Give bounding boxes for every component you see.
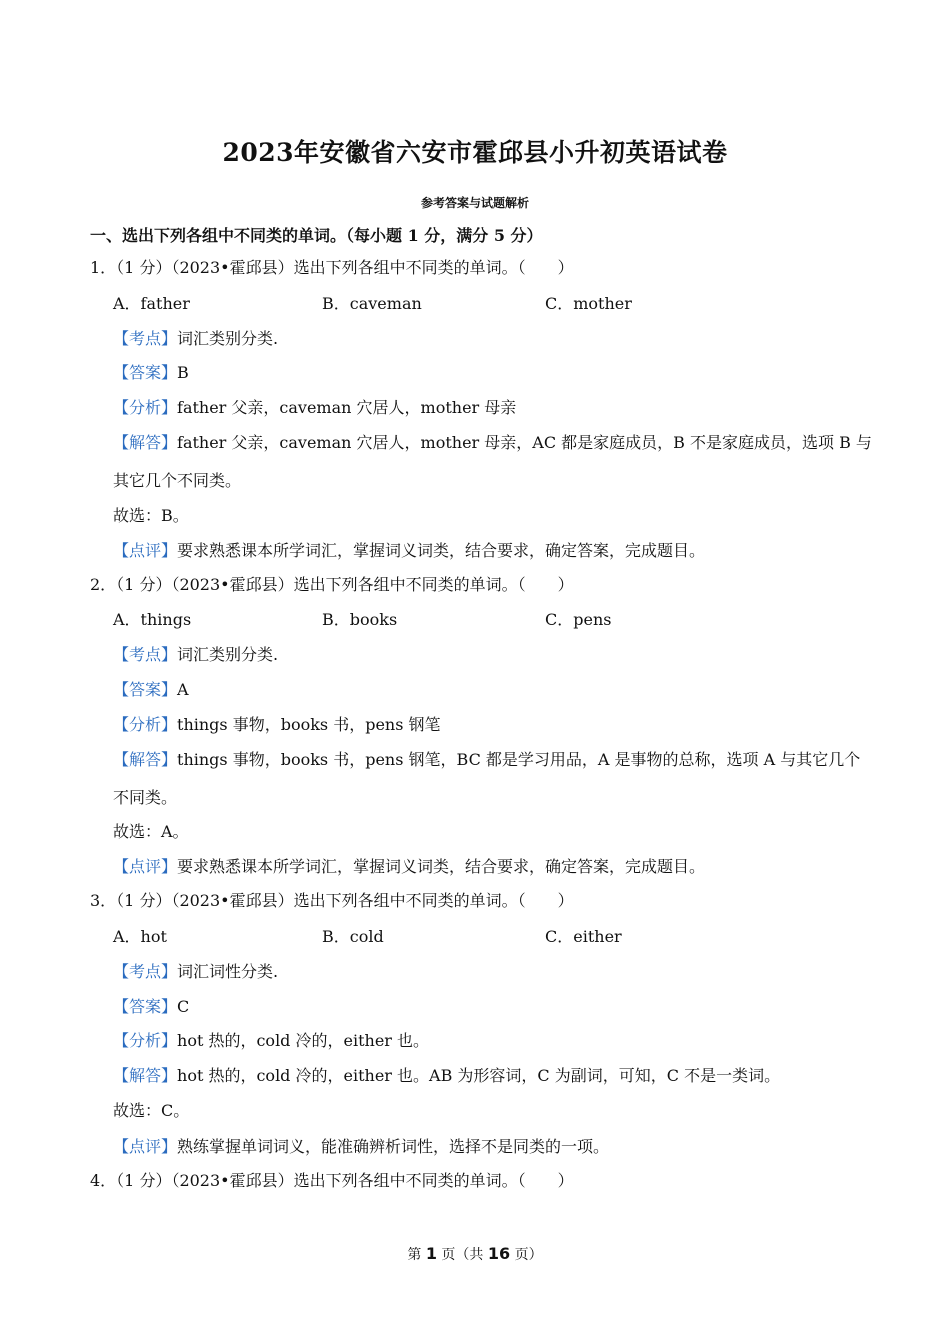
kaodian-label: 【考点】 (113, 329, 178, 348)
question-3-option-c: C．either (545, 927, 622, 946)
question-1-kaodian: 【考点】词汇类别分类. (113, 329, 279, 348)
solution-label: 【解答】 (113, 433, 178, 452)
analysis-label: 【分析】 (113, 398, 178, 417)
question-1-solution-cont: 其它几个不同类。 (113, 471, 242, 490)
question-3-option-a: A．hot (113, 927, 167, 946)
page-footer: 第 1 页（共 16 页） (407, 1244, 543, 1263)
question-2-choice: 故选：A。 (113, 822, 189, 841)
question-3-kaodian: 【考点】词汇词性分类. (113, 962, 279, 981)
answer-label: 【答案】 (113, 363, 178, 382)
page-title: 2023年安徽省六安市霍邱县小升初英语试卷 (222, 138, 728, 167)
question-3-analysis: 【分析】hot 热的，cold 冷的，either 也。 (113, 1031, 430, 1050)
question-1-comment: 【点评】要求熟悉课本所学词汇，掌握词义词类，结合要求，确定答案，完成题目。 (113, 541, 706, 560)
question-3-option-b: B．cold (322, 927, 384, 946)
question-1-option-c: C．mother (545, 294, 632, 313)
question-1-solution: 【解答】father 父亲，caveman 穴居人，mother 母亲，AC 都是家庭成员，B 不是家庭成员，选项 B 与 (113, 433, 872, 452)
answer-label: 【答案】 (113, 680, 178, 699)
section-heading: 一、选出下列各组中不同类的单词。（每小题 1 分，满分 5 分） (90, 226, 543, 245)
question-3-comment: 【点评】熟练掌握单词词义，能准确辨析词性，选择不是同类的一项。 (113, 1137, 610, 1156)
question-3-choice: 故选：C。 (113, 1101, 190, 1120)
question-1-option-b: B．caveman (322, 294, 422, 313)
page-number: 1 (425, 1244, 437, 1263)
question-2-option-a: A．things (113, 610, 192, 629)
question-2-analysis: 【分析】things 事物，books 书，pens 钢笔 (113, 715, 441, 734)
question-3-stem: 3．（1 分）（2023•霍邱县）选出下列各组中不同类的单词。（ ） (90, 891, 574, 910)
question-1-analysis: 【分析】father 父亲，caveman 穴居人，mother 母亲 (113, 398, 517, 417)
question-3-answer: 【答案】C (113, 997, 190, 1016)
question-2-stem: 2．（1 分）（2023•霍邱县）选出下列各组中不同类的单词。（ ） (90, 575, 574, 594)
question-1-choice: 故选：B。 (113, 506, 189, 525)
question-2-answer: 【答案】A (113, 680, 189, 699)
total-pages: 16 (487, 1244, 511, 1263)
question-4-stem: 4．（1 分）（2023•霍邱县）选出下列各组中不同类的单词。（ ） (90, 1171, 574, 1190)
question-3-solution: 【解答】hot 热的，cold 冷的，either 也。AB 为形容词，C 为副词，可知，C 不是一类词。 (113, 1066, 781, 1085)
kaodian-label: 【考点】 (113, 962, 178, 981)
question-1-stem: 1．（1 分）（2023•霍邱县）选出下列各组中不同类的单词。（ ） (90, 258, 574, 277)
kaodian-label: 【考点】 (113, 645, 178, 664)
comment-label: 【点评】 (113, 541, 178, 560)
question-2-comment: 【点评】要求熟悉课本所学词汇，掌握词义词类，结合要求，确定答案，完成题目。 (113, 857, 706, 876)
question-2-solution-cont: 不同类。 (113, 788, 178, 807)
solution-label: 【解答】 (113, 1066, 178, 1085)
question-1-option-a: A．father (113, 294, 190, 313)
question-2-option-b: B．books (322, 610, 398, 629)
question-1-answer: 【答案】B (113, 363, 189, 382)
analysis-label: 【分析】 (113, 1031, 178, 1050)
answer-label: 【答案】 (113, 997, 178, 1016)
solution-label: 【解答】 (113, 750, 178, 769)
analysis-label: 【分析】 (113, 715, 178, 734)
question-2-option-c: C．pens (545, 610, 612, 629)
question-2-solution: 【解答】things 事物，books 书，pens 钢笔，BC 都是学习用品，A 是事物的总称，选项 A 与其它几个 (113, 750, 861, 769)
comment-label: 【点评】 (113, 857, 178, 876)
page-subtitle: 参考答案与试题解析 (420, 196, 529, 210)
comment-label: 【点评】 (113, 1137, 178, 1156)
question-2-kaodian: 【考点】词汇类别分类. (113, 645, 279, 664)
